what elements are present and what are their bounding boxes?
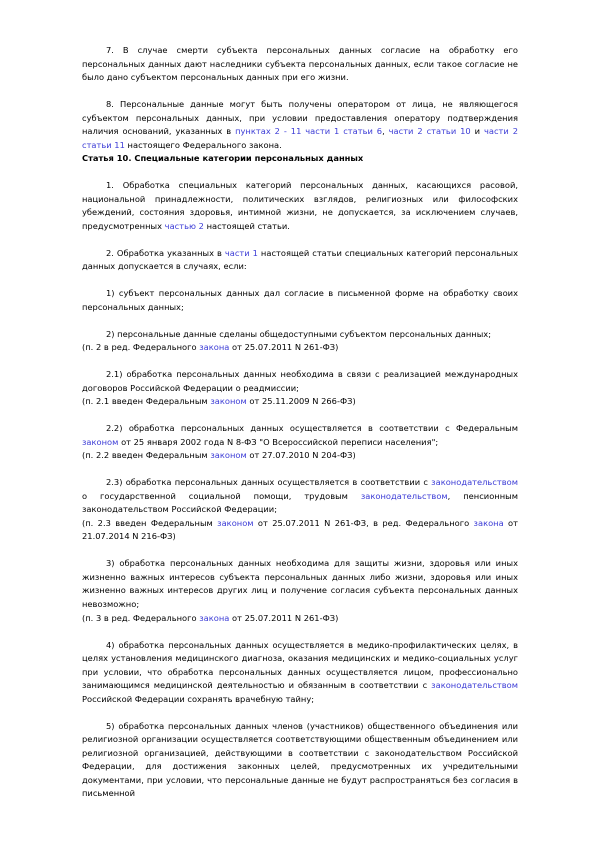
note-item-2-3-text-2: от 25.07.2011 N 261-ФЗ, в ред. Федерального (253, 517, 474, 528)
note-item-3-text-1: (п. 3 в ред. Федерального (82, 612, 200, 623)
item-2-3-text-2: о государственной социальной помощи, трудовым (82, 490, 361, 501)
note-item-2-2-text-2: от 27.07.2010 N 204-ФЗ) (246, 450, 356, 461)
link-zakonom-266fz[interactable]: законом (210, 396, 247, 407)
article-10-heading: Статья 10. Специальные категории персональных данных (82, 153, 364, 164)
item-5: 5) обработка персональных данных членов (участников) общественного объединения или религиозной организации осуществляется соответствующими общественным объединением или религиозной организацией, действующими в соответствии с законодательством Российской Федерации, для достижения законных целей, предусмотренных их учредительными документами, при условии, что персональные данные не будут распространяться без согласия в письменной (82, 720, 518, 799)
note-item-2-1 (82, 395, 518, 409)
paragraph-8-text-2: , (382, 126, 389, 137)
item-2-3-text-3: , пенсионным законодательством Российской Федерации; (82, 490, 518, 515)
item-2-1: 2.1) обработка персональных данных необходима в связи с реализацией международных договоров Российской Федерации о реадмиссии; (82, 369, 518, 393)
link-zakonom-8fz[interactable]: законом (82, 436, 119, 447)
link-punkty-2-11-chasti-1-stati-6[interactable]: пунктах 2 - 11 части 1 статьи 6 (235, 126, 383, 137)
paragraph-7: 7. В случае смерти субъекта персональных данных согласие на обработку его персональных данных дают наследники субъекта персональных данных, если такое согласие не было дано субъектом персональных данных при его жизни. (82, 45, 518, 83)
link-zakonom-204fz[interactable]: законом (210, 450, 247, 461)
note-item-3 (82, 612, 518, 626)
note-item-2 (82, 341, 518, 355)
link-zakonodatelstvom-1[interactable]: законодательством (431, 477, 518, 488)
part-2-text-2: настоящей статьи специальных категорий персональных данных допускается в случаях, если: (82, 247, 518, 272)
link-zakonodatelstvom-3[interactable]: законодательством (431, 680, 518, 691)
item-2-3 (82, 476, 518, 517)
document-body (82, 44, 518, 801)
paragraph-8-text-1: 8. Персональные данные могут быть получены оператором от лица, не являющегося субъектом персональных данных, при условии предоставления оператору подтверждения наличия оснований, указанных в (82, 99, 518, 137)
item-3: 3) обработка персональных данных необходима для защиты жизни, здоровья или иных жизненно важных интересов субъекта персональных данных либо жизни, здоровья или иных жизненно важных интересов других лиц и получение согласия субъекта персональных данных невозможно; (82, 558, 518, 610)
link-zakonom-261fz-p23[interactable]: законом (217, 517, 254, 528)
article-10-part-2 (82, 247, 518, 274)
note-item-3-text-2: от 25.07.2011 N 261-ФЗ) (229, 612, 339, 623)
note-item-2-3 (82, 517, 518, 544)
note-item-2-text-2: от 25.07.2011 N 261-ФЗ) (229, 342, 339, 353)
item-2-3-text-1: 2.3) обработка персональных данных осуществляется в соответствии с (106, 477, 432, 488)
item-4-text-2: Российской Федерации сохранять врачебную тайну; (82, 693, 315, 704)
note-item-2-text-1: (п. 2 в ред. Федерального (82, 342, 200, 353)
item-4-text-1: 4) обработка персональных данных осуществляется в медико-профилактических целях, в целях установления медицинского диагноза, оказания медицинских и медико-социальных услуг при условии, что обработка персональных данных осуществляется лицом, профессионально занимающимся медицинской деятельностью и обязанным в соответствии с (82, 639, 518, 691)
item-2: 2) персональные данные сделаны общедоступными субъектом персональных данных; (106, 328, 492, 339)
paragraph-8-text-3: и (470, 126, 484, 137)
part-1-text-1: 1. Обработка специальных категорий персональных данных, касающихся расовой, национальной принадлежности, политических взглядов, религиозных или философских убеждений, состояния здоровья, интимной жизни, не допускается, за исключением случаев, предусмотренных (82, 180, 518, 231)
article-10-part-1 (82, 179, 518, 233)
note-item-2-3-text-1: (п. 2.3 введен Федеральным (82, 517, 218, 528)
paragraph-8-text-4: настоящего Федерального закона. (124, 139, 282, 150)
link-chasti-2-stati-10[interactable]: части 2 статьи 10 (388, 126, 471, 137)
link-zakona-216fz[interactable]: закона (473, 517, 504, 528)
note-item-2-3-text-3: от 21.07.2014 N 216-ФЗ) (82, 517, 518, 542)
item-1: 1) субъект персональных данных дал согласие в письменной форме на обработку своих персональных данных; (82, 288, 518, 312)
paragraph-8 (82, 98, 518, 152)
note-item-2-2-text-1: (п. 2.2 введен Федеральным (82, 450, 211, 461)
item-2-2-text-1: 2.2) обработка персональных данных осуществляется в соответствии с Федеральным (106, 423, 518, 434)
note-item-2-2 (82, 449, 518, 463)
note-item-2-1-text-1: (п. 2.1 введен Федеральным (82, 396, 211, 407)
item-2-2 (82, 422, 518, 449)
link-chasti-2-stati-11[interactable]: части 2 статьи 11 (82, 126, 518, 150)
part-2-text-1: 2. Обработка указанных в (106, 247, 225, 258)
link-zakona-261fz-p3[interactable]: закона (199, 612, 230, 623)
note-item-2-1-text-2: от 25.11.2009 N 266-ФЗ) (246, 396, 356, 407)
link-zakonodatelstvom-2[interactable]: законодательством (360, 490, 448, 501)
item-2-2-text-2: от 25 января 2002 года N 8-ФЗ "О Всероссийской переписи населения"; (118, 436, 439, 447)
part-1-text-2: настоящей статьи. (203, 220, 290, 231)
link-chastyu-2[interactable]: частью 2 (164, 220, 204, 231)
item-4 (82, 639, 518, 707)
link-chasti-1[interactable]: части 1 (224, 247, 258, 258)
link-zakona-261fz-p2[interactable]: закона (199, 342, 230, 353)
